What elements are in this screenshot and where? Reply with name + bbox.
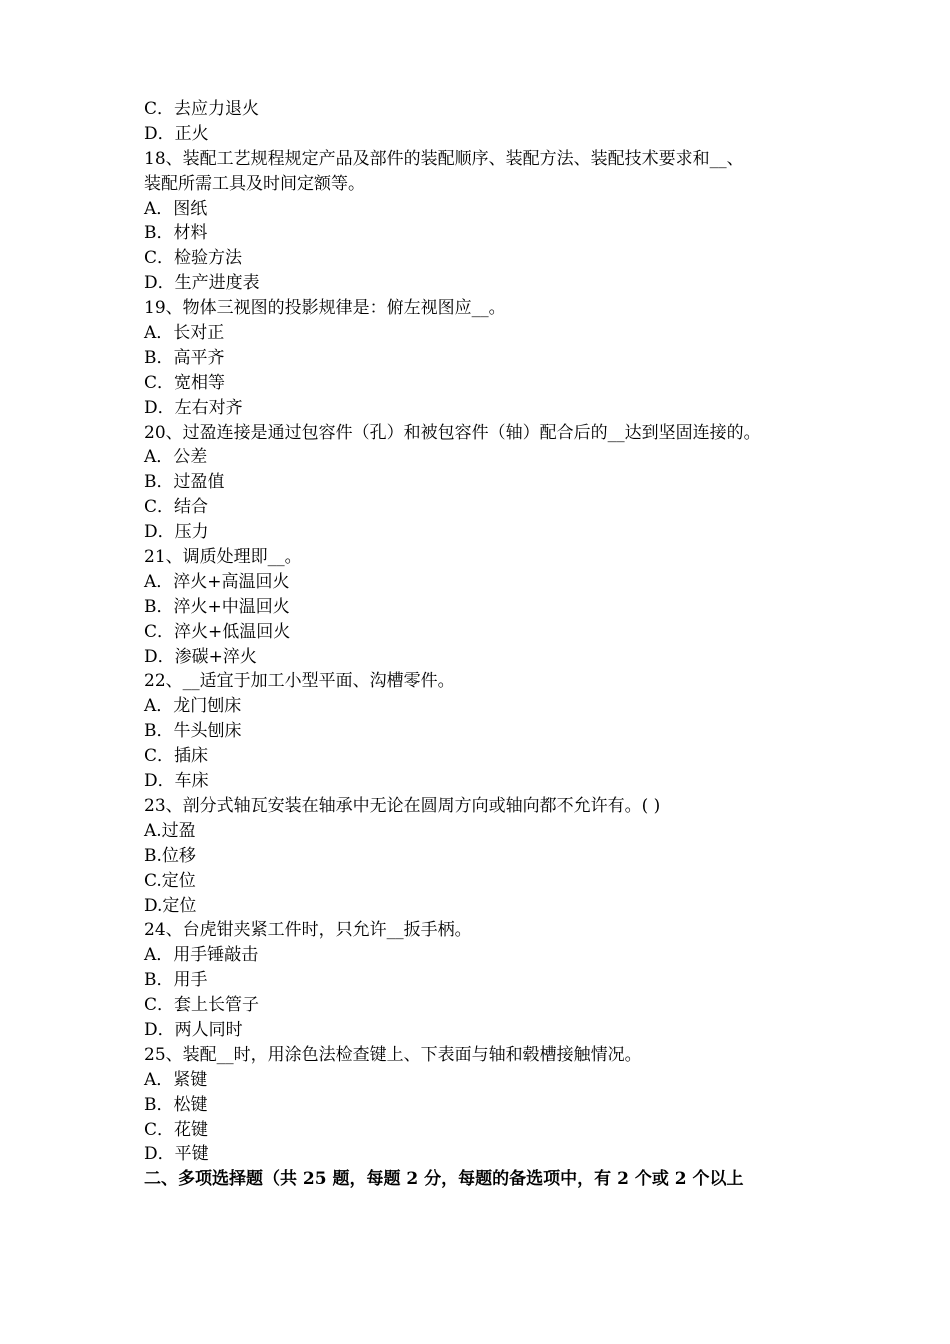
option-line: A．公差 bbox=[144, 447, 208, 468]
option-line: C．插床 bbox=[144, 746, 209, 767]
option-line: A．图纸 bbox=[144, 198, 208, 219]
option-line: D．车床 bbox=[144, 771, 209, 792]
option-line: D．平键 bbox=[144, 1144, 209, 1165]
option-line: A．长对正 bbox=[144, 323, 225, 344]
option-line: D．生产进度表 bbox=[144, 273, 260, 294]
question-line: 装配所需工具及时间定额等。 bbox=[144, 173, 365, 194]
document-body bbox=[144, 97, 824, 1192]
option-line: C．去应力退火 bbox=[144, 99, 260, 119]
option-line: A.过盈 bbox=[144, 820, 196, 841]
option-line: D．左右对齐 bbox=[144, 397, 243, 418]
option-line: C．淬火+低温回火 bbox=[144, 621, 291, 642]
question-line: 24、台虎钳夹紧工件时，只允许__扳手柄。 bbox=[144, 920, 472, 941]
option-line: A．用手锤敲击 bbox=[144, 945, 259, 966]
option-line: B．淬火+中温回火 bbox=[144, 596, 290, 617]
option-line: D．两人同时 bbox=[144, 1019, 243, 1040]
question-line: 21、调质处理即__。 bbox=[144, 547, 302, 568]
option-line: A．淬火+高温回火 bbox=[144, 571, 290, 592]
option-line: C．检验方法 bbox=[144, 248, 243, 269]
option-line: B．牛头刨床 bbox=[144, 721, 242, 742]
option-line: D．渗碳+淬火 bbox=[144, 646, 257, 667]
option-line: B．材料 bbox=[144, 223, 208, 244]
option-line: A．龙门刨床 bbox=[144, 696, 242, 717]
option-line: B.位移 bbox=[144, 845, 196, 866]
question-line: 23、剖分式轴瓦安装在轴承中无论在圆周方向或轴向都不允许有。( ) bbox=[144, 795, 661, 816]
option-line: D．正火 bbox=[144, 123, 209, 144]
option-line: C．花键 bbox=[144, 1119, 209, 1140]
option-line: D.定位 bbox=[144, 895, 197, 916]
question-line: 19、物体三视图的投影规律是：俯左视图应__。 bbox=[144, 298, 506, 319]
question-line: 25、装配__时，用涂色法检查键上、下表面与轴和毂槽接触情况。 bbox=[144, 1044, 642, 1065]
section-heading: 二、多项选择题（共 25 题，每题 2 分，每题的备选项中，有 2 个或 2 个以上 bbox=[144, 1169, 744, 1190]
question-line: 22、__适宜于加工小型平面、沟槽零件。 bbox=[144, 671, 455, 692]
option-line: C．宽相等 bbox=[144, 372, 226, 393]
option-line: C．结合 bbox=[144, 497, 209, 518]
option-line: A．紧键 bbox=[144, 1069, 208, 1090]
option-line: C.定位 bbox=[144, 870, 196, 891]
option-line: B．松键 bbox=[144, 1094, 208, 1115]
question-line: 18、装配工艺规程规定产品及部件的装配顺序、装配方法、装配技术要求和__、 bbox=[144, 148, 744, 169]
option-line: B．用手 bbox=[144, 970, 208, 991]
option-line: B．过盈值 bbox=[144, 472, 225, 493]
option-line: C．套上长管子 bbox=[144, 995, 260, 1016]
option-line: D．压力 bbox=[144, 522, 209, 543]
option-line: B．高平齐 bbox=[144, 347, 225, 368]
question-line: 20、过盈连接是通过包容件（孔）和被包容件（轴）配合后的__达到坚固连接的。 bbox=[144, 422, 761, 443]
